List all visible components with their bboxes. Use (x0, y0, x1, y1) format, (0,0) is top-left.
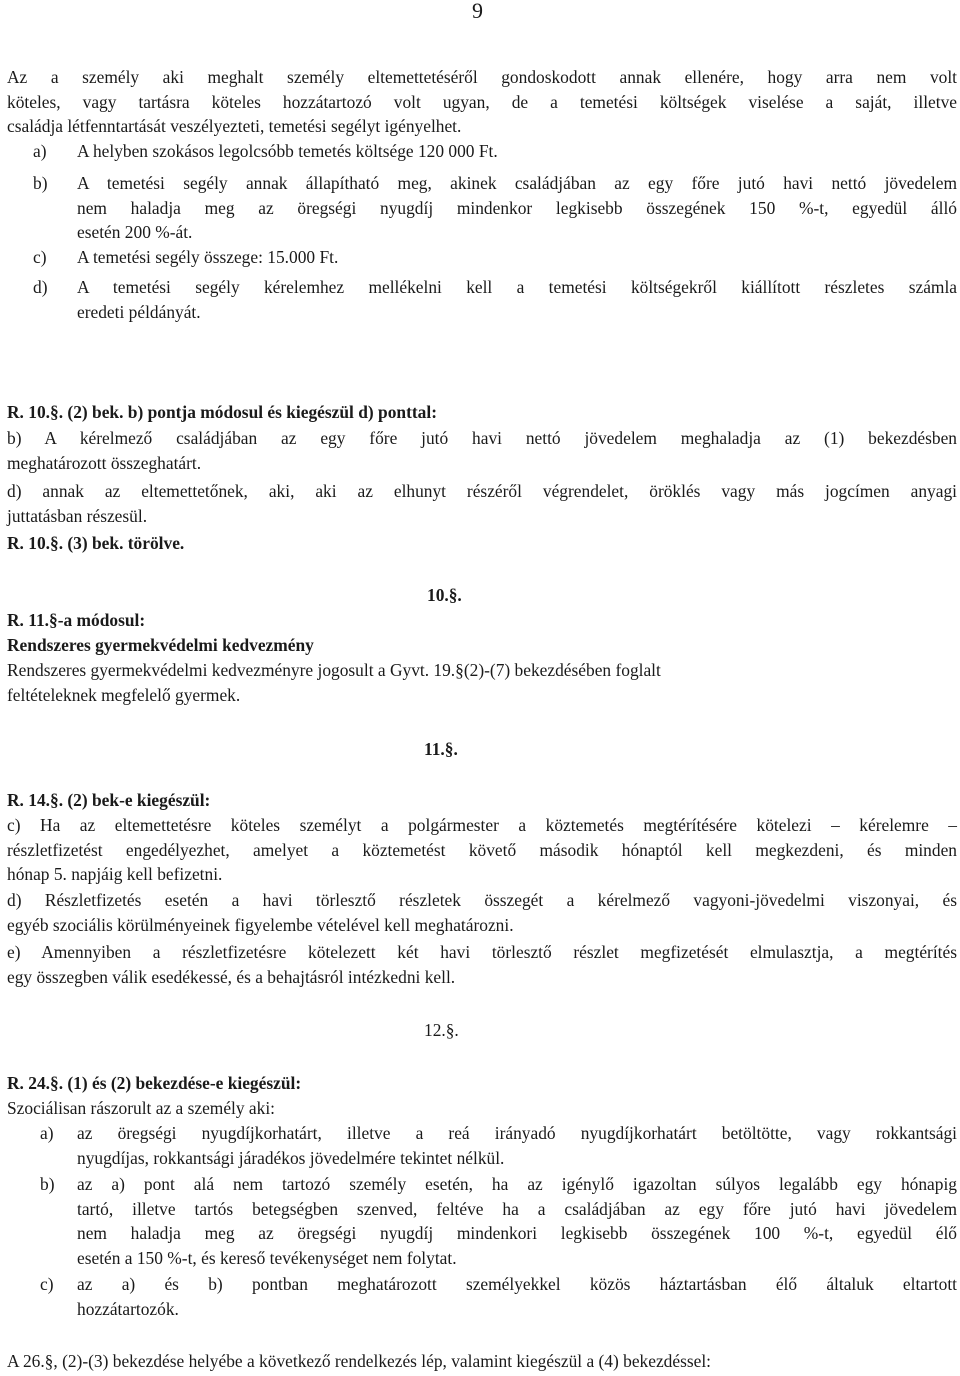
list-label: c) (33, 247, 47, 267)
text-line: nyugdíjas, rokkantsági járadékos jövedelmére tekintet nélkül. (77, 1147, 505, 1168)
deleted-note: R. 10.§. (3) bek. törölve. (7, 533, 185, 553)
list-label: b) (33, 173, 48, 193)
list-item (77, 1272, 957, 1321)
text-line: családja létfenntartását veszélyezteti, temetési segélyt igényelhet. (7, 116, 462, 137)
text-line: esetén a 150 %-t, és kereső tevékenységet nem folytat. (77, 1247, 457, 1268)
section-heading: R. 10.§. (2) bek. b) pontja módosul és kiegészül d) ponttal: (7, 402, 437, 422)
text-line: b) A kérelmező családjában az egy főre jutó havi nettó jövedelem meghaladja az (1) bekezdésben (7, 428, 957, 448)
text-line: feltételeknek megfelelő gyermek. (7, 684, 241, 705)
paragraph-c (7, 813, 957, 887)
section-heading: R. 11.§-a módosul: (7, 610, 146, 630)
section-heading: R. 14.§. (2) bek-e kiegészül: (7, 790, 211, 810)
paragraph-d (7, 479, 957, 528)
text-line: esetén 200 %-át. (77, 222, 193, 243)
text-line: Az a személy aki meghalt személy eltemettetéséről gondoskodott annak ellenére, hogy arra nem volt (7, 67, 957, 87)
intro-paragraph (7, 65, 957, 139)
list-item (77, 171, 957, 245)
list-item (77, 275, 957, 324)
paragraph (7, 658, 957, 707)
list-label: a) (33, 141, 47, 161)
section-title: 12.§. (424, 1020, 459, 1040)
text-line: Rendszeres gyermekvédelmi kedvezményre jogosult a Gyvt. 19.§(2)-(7) bekezdésében foglalt (7, 660, 661, 680)
text-line: nem haladja meg az öregségi nyugdíj mindenkor legkisebb összegének 150 %-t, egyedül álló (77, 197, 957, 218)
text-line: hozzátartozók. (77, 1298, 179, 1319)
section-title: 11.§. (424, 739, 458, 759)
section-title: 10.§. (427, 585, 462, 605)
text-line: juttatásban részesül. (7, 505, 148, 526)
text-line: c) Ha az eltemettetésre köteles személyt a polgármester a köztemetés megtérítésére kötelezi – kérelemre – (7, 815, 957, 835)
paragraph-b (7, 426, 957, 475)
list-label: b) (40, 1174, 55, 1194)
paragraph-e (7, 940, 957, 989)
text-line: eredeti példányát. (77, 301, 201, 322)
list-label: a) (40, 1123, 54, 1143)
paragraph-d (7, 888, 957, 937)
text-line: az öregségi nyugdíjkorhatárt, illetve a reá irányadó nyugdíjkorhatárt betöltötte, vagy rokkantsági (77, 1123, 957, 1143)
text-line: hónap 5. napjáig kell befizetni. (7, 864, 223, 885)
section-subtitle: Rendszeres gyermekvédelmi kedvezmény (7, 635, 314, 655)
text-line: nem haladja meg az öregségi nyugdíj mindenkori legkisebb összegének 100 %-t, egyedül élő (77, 1223, 957, 1244)
section-sign: § (50, 402, 59, 422)
text-line: A helyben szokásos legolcsóbb temetés költsége 120 000 Ft. (77, 141, 498, 161)
text-line: e) Amennyiben a részletfizetésre kötelezett két havi törlesztő részlet megfizetését elmulasztja, a megtérítés (7, 942, 957, 962)
list-label: c) (40, 1274, 54, 1294)
section-intro: Szociálisan rászorult az a személy aki: (7, 1098, 275, 1118)
list-item (77, 245, 957, 270)
text-line: az a) és b) pontban meghatározott személyekkel közös háztartásban élő általuk eltartott (77, 1274, 957, 1294)
text-line: A temetési segély kérelemhez mellékelni kell a temetési költségekről kiállított részletes számla (77, 277, 957, 297)
text-line: d) Részletfizetés esetén a havi törlesztő részletek összegét a kérelmező vagyoni-jövedelmi viszonyai, és (7, 890, 957, 910)
section-heading: R. 24.§. (1) és (2) bekezdése-e kiegészül: (7, 1073, 302, 1093)
text-line: d) annak az eltemettetőnek, aki, aki az elhunyt részéről végrendelet, öröklés vagy más jogcímen anyagi (7, 481, 957, 501)
list-label: d) (33, 277, 48, 297)
text-line: köteles, vagy tartásra köteles hozzátartozó volt ugyan, de a temetési költségek viselése a saját, illetve (7, 91, 957, 112)
text-line: egy összegben válik esedékessé, és a behajtásról intézkedni kell. (7, 966, 456, 987)
closing-line: A 26.§, (2)-(3) bekezdése helyébe a következő rendelkezés lép, valamint kiegészül a (4) bekezdéssel: (7, 1351, 712, 1371)
list-item (77, 139, 957, 164)
text-line: meghatározott összeghatárt. (7, 452, 202, 473)
text-line: A temetési segély annak állapítható meg, akinek családjában az egy főre jutó havi nettó jövedelem (77, 173, 957, 193)
text-line: A temetési segély összege: 15.000 Ft. (77, 247, 339, 267)
page-number: 9 (472, 0, 483, 23)
text-line: részletfizetést engedélyezhet, amelyet a köztemetést követő második hónaptól kell megkezdeni, és minden (7, 839, 957, 860)
list-item (77, 1121, 957, 1170)
text-line: tartó, illetve tartós betegségben szenved, feltéve ha a családjában az egy főre jutó havi jövedelem (77, 1198, 957, 1219)
list-item (77, 1172, 957, 1270)
text-line: az a) pont alá nem tartozó személy esetén, ha az igénylő igazoltan súlyos legalább egy hónapig (77, 1174, 957, 1194)
text-line: egyéb szociális körülményeinek figyelembe vételével kell meghatározni. (7, 914, 514, 935)
